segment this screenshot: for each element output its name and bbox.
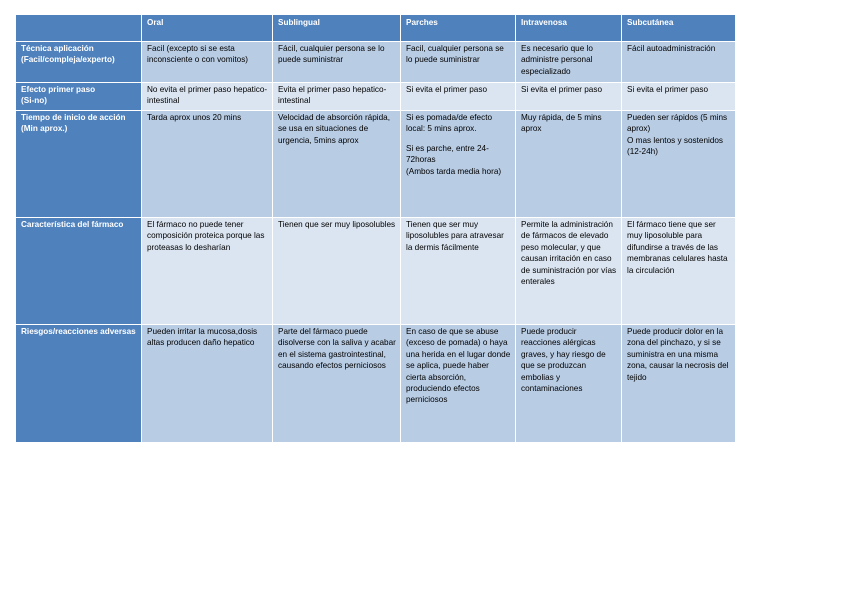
cell-tiempo-inicio-accion-subcutanea (622, 111, 736, 218)
cell-riesgos-reacciones-sublingual (273, 325, 401, 443)
cell-caracteristica-farmaco-oral (142, 218, 273, 325)
cell-text: El fármaco no puede tener composición proteica porque las proteasas lo desharían (147, 220, 265, 252)
cell-efecto-primer-paso-subcutanea (622, 83, 736, 111)
cell-riesgos-reacciones-subcutanea (622, 325, 736, 443)
cell-tecnica-aplicacion-parches (401, 42, 516, 83)
cell-text: (Ambos tarda media hora) (406, 166, 502, 176)
cell-text: Tienen que ser muy liposolubles (278, 220, 396, 229)
row-header-line: (Facil/compleja/experto) (21, 55, 115, 65)
cell-text: Tienen que ser muy liposolubles para atravesar la dermis fácilmente (406, 220, 504, 252)
cell-caracteristica-farmaco-sublingual (273, 218, 401, 325)
cell-text: Si evita el primer paso (627, 85, 708, 94)
table-row-tiempo-inicio-accion (16, 111, 736, 218)
cell-text: Velocidad de absorción rápida, se usa en situaciones de urgencia, 5mins aprox (278, 113, 390, 145)
cell-text: Facil (excepto si se esta inconsciente o con vomitos) (147, 44, 249, 65)
cell-text: Si es parche, entre 24-72horas (406, 143, 489, 165)
row-header-line: Efecto primer paso (21, 85, 96, 94)
cell-riesgos-reacciones-oral (142, 325, 273, 443)
cell-text: Si es pomada/de efecto local: 5 mins aprox. (406, 113, 493, 134)
cell-text: Puede producir dolor en la zona del pinchazo, y si se suministra en una misma zona, causar la necrosis del tejido (627, 327, 729, 382)
cell-tiempo-inicio-accion-parches (401, 111, 516, 218)
cell-caracteristica-farmaco-intravenosa (516, 218, 622, 325)
cell-text: Si evita el primer paso (521, 85, 602, 94)
cell-tiempo-inicio-accion-sublingual (273, 111, 401, 218)
cell-text: Es necesario que lo administre personal especializado (521, 44, 593, 76)
row-header-line: (Min aprox.) (21, 124, 68, 134)
cell-text: Pueden irritar la mucosa,dosis altas producen daño hepatico (147, 327, 258, 348)
cell-text: No evita el primer paso hepatico-intestinal (147, 85, 268, 106)
cell-tecnica-aplicacion-subcutanea (622, 42, 736, 83)
cell-efecto-primer-paso-parches (401, 83, 516, 111)
row-header-line: Característica del fármaco (21, 220, 124, 229)
cell-text: Muy rápida, de 5 mins aprox (521, 113, 602, 134)
column-header-parches: Parches (401, 15, 516, 42)
corner-cell (16, 15, 142, 42)
row-header-riesgos-reacciones (16, 325, 142, 443)
cell-text: O mas lentos y sostenidos (12-24h) (627, 135, 724, 157)
cell-tecnica-aplicacion-intravenosa (516, 42, 622, 83)
cell-tiempo-inicio-accion-intravenosa (516, 111, 622, 218)
row-header-efecto-primer-paso (16, 83, 142, 111)
table-row-riesgos-reacciones (16, 325, 736, 443)
row-header-tiempo-inicio-accion (16, 111, 142, 218)
cell-text: Pueden ser rápidos (5 mins aprox) (627, 113, 728, 134)
row-header-line: Técnica aplicación (21, 44, 94, 53)
cell-efecto-primer-paso-intravenosa (516, 83, 622, 111)
row-header-line: (Si-no) (21, 96, 47, 106)
cell-text: Tarda aprox unos 20 mins (147, 113, 242, 122)
cell-efecto-primer-paso-sublingual (273, 83, 401, 111)
cell-caracteristica-farmaco-subcutanea (622, 218, 736, 325)
row-header-line: Riesgos/reacciones adversas (21, 327, 136, 336)
row-header-tecnica-aplicacion (16, 42, 142, 83)
cell-text: El fármaco tiene que ser muy liposoluble para difundirse a través de las membranas celulares hasta la circulación (627, 220, 728, 275)
cell-text: Fácil autoadministración (627, 44, 716, 53)
paragraph-gap (406, 135, 511, 143)
cell-tecnica-aplicacion-sublingual (273, 42, 401, 83)
cell-riesgos-reacciones-intravenosa (516, 325, 622, 443)
cell-riesgos-reacciones-parches (401, 325, 516, 443)
row-header-caracteristica-farmaco (16, 218, 142, 325)
administration-routes-table (15, 14, 736, 443)
column-header-intravenosa: Intravenosa (516, 15, 622, 42)
row-header-line: Tiempo de inicio de acción (21, 113, 126, 122)
cell-text: Si evita el primer paso (406, 85, 487, 94)
table-row-efecto-primer-paso (16, 83, 736, 111)
header-row (16, 15, 736, 42)
cell-text: Puede producir reacciones alérgicas graves, y hay riesgo de que se produzcan embolias y contaminaciones (521, 327, 606, 394)
cell-text: En caso de que se abuse (exceso de pomada) o haya una herida en el lugar donde se aplica, puede haber cierta absorción, produciendo efectos perniciosos (406, 327, 511, 405)
cell-tecnica-aplicacion-oral (142, 42, 273, 83)
table-row-caracteristica-farmaco (16, 218, 736, 325)
cell-text: Facil, cualquier persona se lo puede suministrar (406, 44, 504, 65)
cell-text: Evita el primer paso hepatico-intestinal (278, 85, 387, 106)
cell-text: Parte del fármaco puede disolverse con la saliva y acabar en el sistema gastrointestinal, causando efectos perniciosos (278, 327, 396, 371)
cell-caracteristica-farmaco-parches (401, 218, 516, 325)
cell-tiempo-inicio-accion-oral (142, 111, 273, 218)
table-row-tecnica-aplicacion (16, 42, 736, 83)
cell-text: Permite la administración de fármacos de elevado peso molecular, y que causan irritación en caso de suministración por vías enterales (521, 220, 617, 287)
cell-text: Fácil, cualquier persona se lo puede suministrar (278, 44, 385, 65)
column-header-sublingual: Sublingual (273, 15, 401, 42)
column-header-subcutanea: Subcutánea (622, 15, 736, 42)
column-header-oral: Oral (142, 15, 273, 42)
cell-efecto-primer-paso-oral (142, 83, 273, 111)
